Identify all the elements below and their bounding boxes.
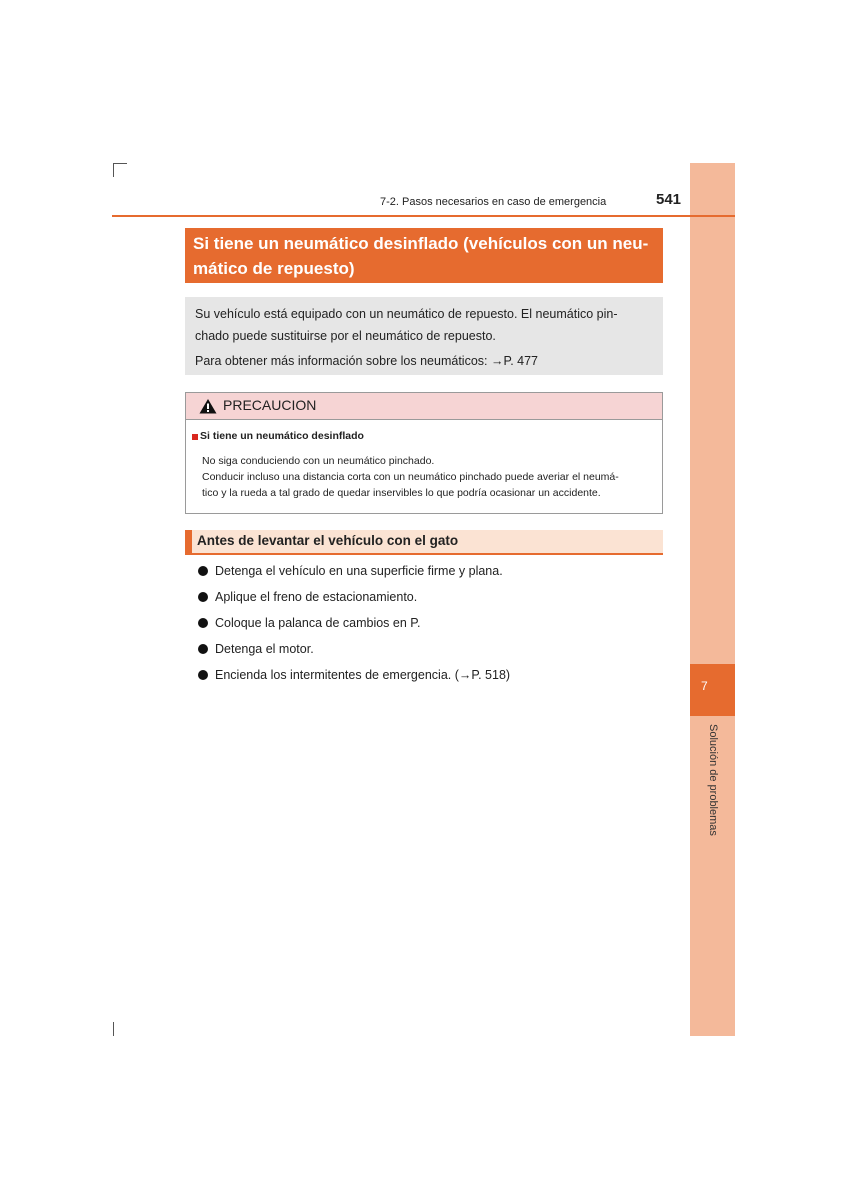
- intro-line: chado puede sustituirse por el neumático de repuesto.: [195, 329, 496, 343]
- step-text: Detenga el vehículo en una superficie firme y plana.: [215, 564, 503, 578]
- intro-reference: Para obtener más información sobre los neumáticos: →P. 477: [195, 354, 539, 368]
- caution-text: [202, 453, 652, 501]
- bullet-dot-icon: [198, 644, 208, 654]
- crop-mark: [113, 1022, 114, 1036]
- bullet-dot-icon: [198, 592, 208, 602]
- subsection-heading: [185, 530, 663, 555]
- intro-line: Su vehículo está equipado con un neumático de repuesto. El neumático pin-: [195, 307, 618, 321]
- caution-line: No siga conduciendo con un neumático pinchado.: [202, 455, 435, 467]
- bullet-dot-icon: [198, 670, 208, 680]
- caution-box: [185, 392, 663, 514]
- page-number: 541: [656, 191, 682, 208]
- main-title-line: mático de repuesto): [193, 259, 355, 278]
- crop-mark: [113, 163, 127, 164]
- step-text: Detenga el motor.: [215, 642, 314, 656]
- caution-line: tico y la rueda a tal grado de quedar inservibles lo que podría ocasionar un accidente.: [202, 487, 601, 499]
- main-title: [185, 228, 663, 283]
- subsection-accent-bar: [185, 530, 192, 553]
- chapter-side-tab: [690, 163, 735, 1036]
- intro-box: [185, 297, 663, 375]
- step-text: Aplique el freno de estacionamiento.: [215, 590, 418, 604]
- caution-header: [186, 393, 662, 420]
- step-text: Encienda los intermitentes de emergencia. (→P. 518): [215, 668, 511, 682]
- caution-subtitle: Si tiene un neumático desinflado: [200, 430, 364, 442]
- chapter-number: 7: [701, 679, 708, 693]
- caution-line: Conducir incluso una distancia corta con un neumático pinchado puede averiar el neumá-: [202, 471, 619, 483]
- warning-triangle-icon: [199, 398, 217, 414]
- caution-title: PRECAUCION: [223, 397, 317, 413]
- bullet-dot-icon: [198, 618, 208, 628]
- chapter-number-tab: [690, 664, 735, 716]
- header-rule: [112, 215, 735, 217]
- bullet-dot-icon: [198, 566, 208, 576]
- crop-mark: [113, 163, 114, 177]
- step-text: Coloque la palanca de cambios en P.: [215, 616, 421, 630]
- section-heading: 7-2. Pasos necesarios en caso de emergencia: [380, 196, 607, 208]
- red-square-marker-icon: [192, 434, 198, 440]
- subsection-title: Antes de levantar el vehículo con el gato: [197, 533, 459, 548]
- main-title-line: Si tiene un neumático desinflado (vehículos con un neu-: [193, 234, 649, 253]
- chapter-title: Solución de problemas: [707, 724, 719, 836]
